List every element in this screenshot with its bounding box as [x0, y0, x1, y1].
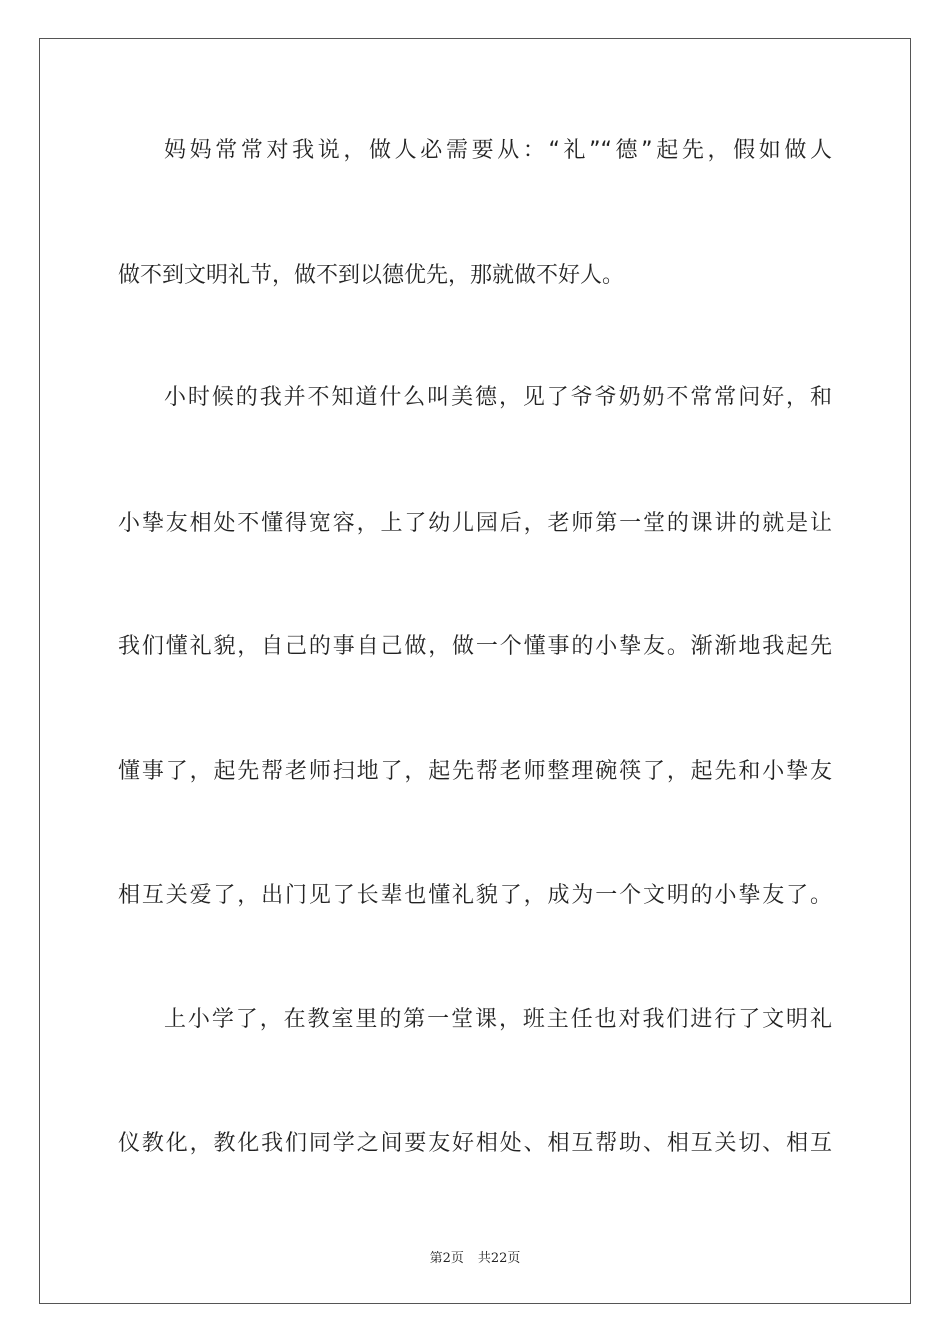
paragraph-1-line-2: 做不到文明礼节，做不到以德优先，那就做不好人。	[118, 263, 625, 288]
paragraph-2-line-4: 懂事了，起先帮老师扫地了，起先帮老师整理碗筷了，起先和小挚友	[118, 759, 832, 784]
page-number: 第2页	[429, 1251, 464, 1266]
paragraph-2-line-1: 小时候的我并不知道什么叫美德，见了爷爷奶奶不常常问好，和	[164, 385, 832, 410]
page-total: 共22页	[477, 1251, 521, 1266]
paragraph-3-line-1: 上小学了，在教室里的第一堂课，班主任也对我们进行了文明礼	[164, 1007, 832, 1032]
page-footer	[0, 1247, 950, 1266]
paragraph-2-line-2: 小挚友相处不懂得宽容，上了幼儿园后，老师第一堂的课讲的就是让	[118, 511, 832, 536]
paragraph-1-line-1: 妈妈常常对我说，做人必需要从：“礼”“德”起先，假如做人	[164, 138, 832, 163]
paragraph-2-line-5: 相互关爱了，出门见了长辈也懂礼貌了，成为一个文明的小挚友了。	[118, 883, 832, 908]
paragraph-3-line-2: 仪教化，教化我们同学之间要友好相处、相互帮助、相互关切、相互	[118, 1131, 832, 1156]
paragraph-2-line-3: 我们懂礼貌，自己的事自己做，做一个懂事的小挚友。渐渐地我起先	[118, 634, 832, 659]
page-frame	[39, 38, 911, 1304]
